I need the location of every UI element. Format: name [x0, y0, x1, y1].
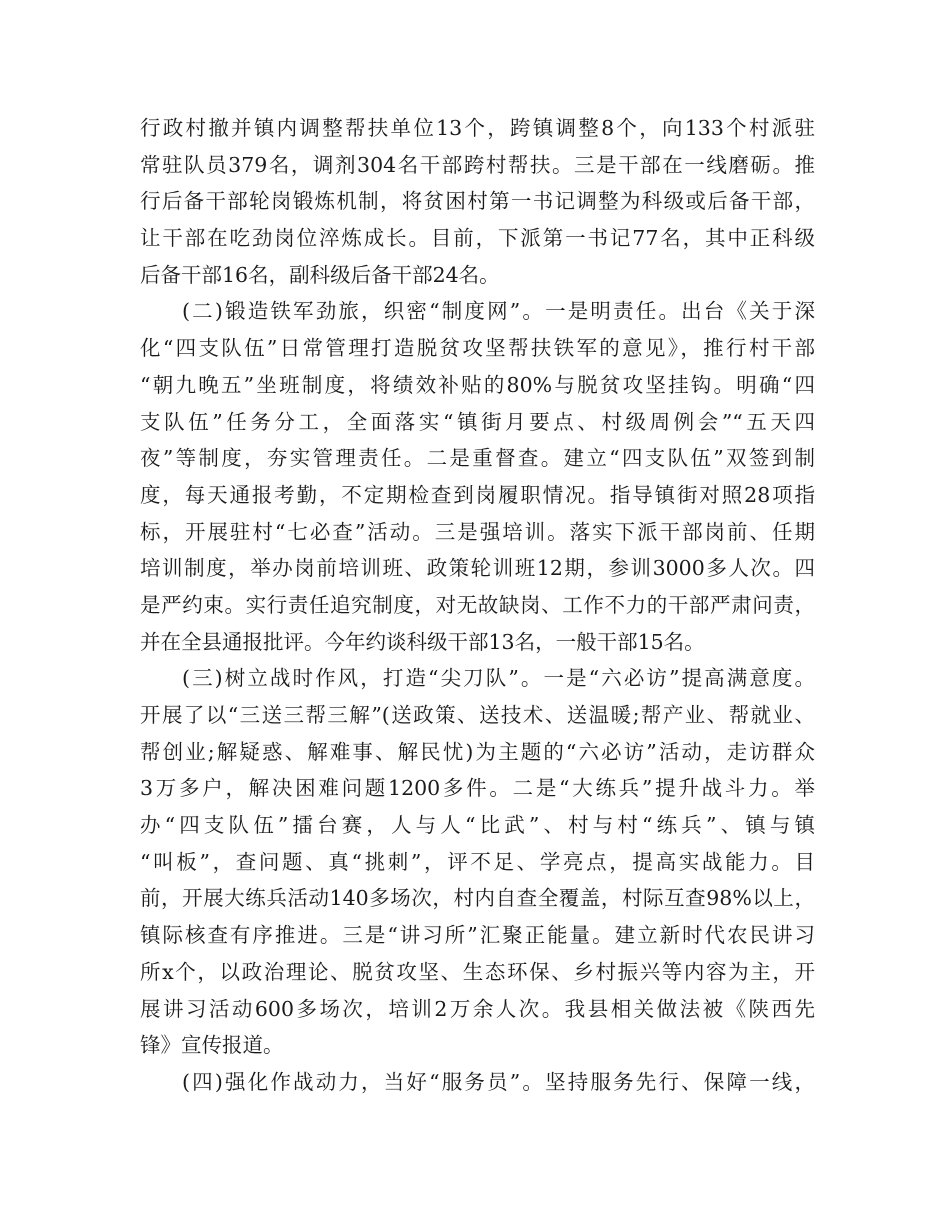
text-line: 度，每天通报考勤，不定期检查到岗履职情况。指导镇街对照28项指 — [140, 482, 815, 507]
text-line: 标，开展驻村“七必查”活动。三是强培训。落实下派干部岗前、任期 — [140, 519, 815, 544]
text-line: 让干部在吃劲岗位淬炼成长。目前，下派第一书记77名，其中正科级 — [140, 226, 815, 251]
text-line: “叫板”，查问题、真“挑刺”，评不足、学亮点，提高实战能力。目 — [140, 849, 815, 874]
text-line: 后备干部16名，副科级后备干部24名。 — [140, 262, 500, 287]
text-line: 夜”等制度，夯实管理责任。二是重督查。建立“四支队伍”双签到制 — [140, 446, 815, 471]
text-line: 是严约束。实行责任追究制度，对无故缺岗、工作不力的干部严肃问责， — [140, 592, 815, 617]
text-line: 行政村撤并镇内调整帮扶单位13个，跨镇调整8个，向133个村派驻 — [140, 116, 815, 140]
text-line: 前，开展大练兵活动140多场次，村内自查全覆盖，村际互查98%以上， — [140, 886, 815, 911]
text-line: (三)树立战时作风，打造“尖刀队”。一是“六必访”提高满意度。 — [182, 666, 815, 691]
text-line: 支队伍”任务分工，全面落实“镇街月要点、村级周例会”“五天四 — [140, 409, 815, 434]
text-line: 行后备干部轮岗锻炼机制，将贫困村第一书记调整为科级或后备干部， — [140, 189, 815, 214]
text-line: 开展了以“三送三帮三解”(送政策、送技术、送温暖;帮产业、帮就业、 — [140, 703, 815, 727]
text-line: 办“四支队伍”擂台赛，人与人“比武”、村与村“练兵”、镇与镇 — [140, 813, 815, 838]
text-line: 展讲习活动600多场次，培训2万余人次。我县相关做法被《陕西先 — [140, 996, 815, 1021]
text-line: 3万多户，解决困难问题1200多件。二是“大练兵”提升战斗力。举 — [140, 776, 815, 801]
text-line: (四)强化作战动力，当好“服务员”。坚持服务先行、保障一线， — [182, 1069, 815, 1094]
text-line: 帮创业;解疑惑、解难事、解民忧)为主题的“六必访”活动，走访群众 — [140, 739, 815, 764]
document-page — [140, 110, 815, 1101]
text-line: 并在全县通报批评。今年约谈科级干部13名，一般干部15名。 — [140, 629, 705, 654]
text-line: 所x个，以政治理论、脱贫攻坚、生态环保、乡村振兴等内容为主，开 — [140, 959, 815, 984]
text-line: 常驻队员379名，调剂304名干部跨村帮扶。三是干部在一线磨砺。推 — [140, 152, 815, 177]
text-line: 培训制度，举办岗前培训班、政策轮训班12期，参训3000多人次。四 — [140, 556, 815, 581]
text-line: 化“四支队伍”日常管理打造脱贫攻坚帮扶铁军的意见》，推行村干部 — [140, 336, 815, 361]
text-line: (二)锻造铁军劲旅，织密“制度网”。一是明责任。出台《关于深 — [182, 299, 815, 324]
text-line: “朝九晚五”坐班制度，将绩效补贴的80%与脱贫攻坚挂钩。明确“四 — [140, 372, 815, 397]
text-line: 锋》宣传报道。 — [140, 1033, 284, 1058]
text-line: 镇际核查有序推进。三是“讲习所”汇聚正能量。建立新时代农民讲习 — [140, 923, 815, 948]
